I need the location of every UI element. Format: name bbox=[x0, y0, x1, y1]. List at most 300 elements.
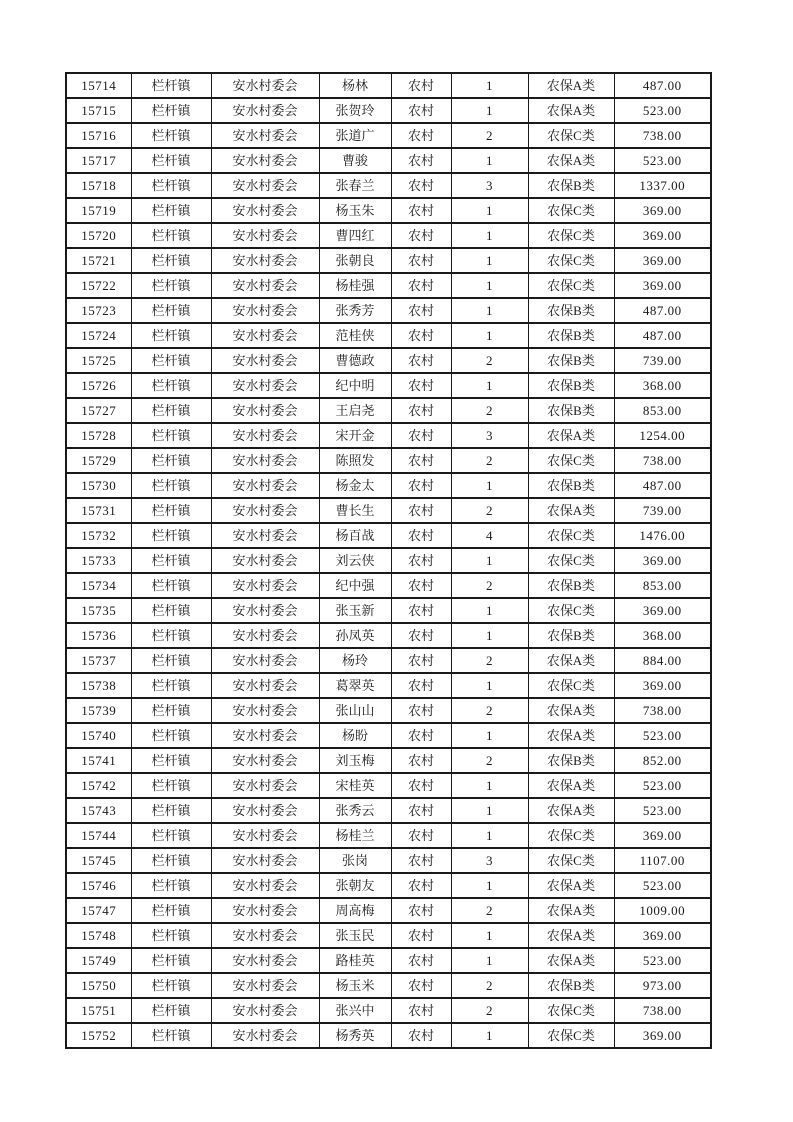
cell-insurance-category: 农保B类 bbox=[528, 323, 614, 348]
cell-village-committee: 安水村委会 bbox=[211, 623, 319, 648]
cell-amount: 487.00 bbox=[614, 323, 711, 348]
cell-village-committee: 安水村委会 bbox=[211, 923, 319, 948]
cell-residence-type: 农村 bbox=[391, 273, 451, 298]
cell-residence-type: 农村 bbox=[391, 923, 451, 948]
table-row bbox=[66, 873, 711, 898]
cell-person-name: 杨玲 bbox=[319, 648, 391, 673]
cell-town: 栏杆镇 bbox=[131, 223, 211, 248]
cell-person-name: 孙凤英 bbox=[319, 623, 391, 648]
cell-row-id: 15727 bbox=[66, 398, 131, 423]
cell-insurance-category: 农保C类 bbox=[528, 273, 614, 298]
cell-insurance-category: 农保C类 bbox=[528, 548, 614, 573]
cell-person-count: 2 bbox=[451, 573, 528, 598]
cell-residence-type: 农村 bbox=[391, 773, 451, 798]
cell-insurance-category: 农保C类 bbox=[528, 823, 614, 848]
cell-insurance-category: 农保C类 bbox=[528, 598, 614, 623]
cell-amount: 369.00 bbox=[614, 1023, 711, 1048]
cell-person-name: 纪中明 bbox=[319, 373, 391, 398]
cell-insurance-category: 农保B类 bbox=[528, 373, 614, 398]
cell-person-name: 杨百战 bbox=[319, 523, 391, 548]
cell-amount: 738.00 bbox=[614, 998, 711, 1023]
cell-person-count: 1 bbox=[451, 673, 528, 698]
cell-village-committee: 安水村委会 bbox=[211, 723, 319, 748]
cell-person-name: 张山山 bbox=[319, 698, 391, 723]
cell-residence-type: 农村 bbox=[391, 948, 451, 973]
cell-village-committee: 安水村委会 bbox=[211, 948, 319, 973]
table-row bbox=[66, 298, 711, 323]
cell-person-name: 张道广 bbox=[319, 123, 391, 148]
cell-residence-type: 农村 bbox=[391, 598, 451, 623]
cell-amount: 523.00 bbox=[614, 723, 711, 748]
cell-town: 栏杆镇 bbox=[131, 948, 211, 973]
cell-amount: 738.00 bbox=[614, 698, 711, 723]
table-row bbox=[66, 148, 711, 173]
cell-insurance-category: 农保A类 bbox=[528, 948, 614, 973]
cell-insurance-category: 农保B类 bbox=[528, 348, 614, 373]
cell-row-id: 15738 bbox=[66, 673, 131, 698]
cell-row-id: 15749 bbox=[66, 948, 131, 973]
table-row bbox=[66, 123, 711, 148]
cell-row-id: 15743 bbox=[66, 798, 131, 823]
cell-amount: 1009.00 bbox=[614, 898, 711, 923]
cell-person-count: 1 bbox=[451, 598, 528, 623]
cell-residence-type: 农村 bbox=[391, 748, 451, 773]
cell-person-name: 王启尧 bbox=[319, 398, 391, 423]
cell-insurance-category: 农保C类 bbox=[528, 248, 614, 273]
cell-town: 栏杆镇 bbox=[131, 548, 211, 573]
cell-row-id: 15742 bbox=[66, 773, 131, 798]
cell-insurance-category: 农保C类 bbox=[528, 998, 614, 1023]
table-row bbox=[66, 198, 711, 223]
cell-residence-type: 农村 bbox=[391, 98, 451, 123]
cell-person-name: 张玉新 bbox=[319, 598, 391, 623]
table-row bbox=[66, 923, 711, 948]
cell-town: 栏杆镇 bbox=[131, 298, 211, 323]
cell-village-committee: 安水村委会 bbox=[211, 298, 319, 323]
cell-amount: 853.00 bbox=[614, 573, 711, 598]
cell-amount: 853.00 bbox=[614, 398, 711, 423]
cell-row-id: 15725 bbox=[66, 348, 131, 373]
cell-person-count: 1 bbox=[451, 798, 528, 823]
cell-row-id: 15724 bbox=[66, 323, 131, 348]
cell-amount: 852.00 bbox=[614, 748, 711, 773]
cell-person-name: 张贺玲 bbox=[319, 98, 391, 123]
cell-row-id: 15714 bbox=[66, 73, 131, 98]
cell-person-count: 2 bbox=[451, 398, 528, 423]
cell-town: 栏杆镇 bbox=[131, 798, 211, 823]
cell-village-committee: 安水村委会 bbox=[211, 598, 319, 623]
cell-town: 栏杆镇 bbox=[131, 823, 211, 848]
cell-person-name: 葛翠英 bbox=[319, 673, 391, 698]
cell-village-committee: 安水村委会 bbox=[211, 73, 319, 98]
table-row bbox=[66, 523, 711, 548]
cell-person-name: 张秀云 bbox=[319, 798, 391, 823]
cell-residence-type: 农村 bbox=[391, 223, 451, 248]
cell-person-count: 1 bbox=[451, 948, 528, 973]
table-row bbox=[66, 673, 711, 698]
table-row bbox=[66, 98, 711, 123]
cell-residence-type: 农村 bbox=[391, 248, 451, 273]
cell-row-id: 15717 bbox=[66, 148, 131, 173]
cell-residence-type: 农村 bbox=[391, 673, 451, 698]
cell-insurance-category: 农保B类 bbox=[528, 623, 614, 648]
cell-village-committee: 安水村委会 bbox=[211, 148, 319, 173]
cell-town: 栏杆镇 bbox=[131, 98, 211, 123]
table-row bbox=[66, 973, 711, 998]
cell-person-name: 曹长生 bbox=[319, 498, 391, 523]
cell-person-name: 张朝良 bbox=[319, 248, 391, 273]
table-row bbox=[66, 573, 711, 598]
cell-row-id: 15731 bbox=[66, 498, 131, 523]
cell-village-committee: 安水村委会 bbox=[211, 573, 319, 598]
cell-person-count: 1 bbox=[451, 548, 528, 573]
cell-amount: 738.00 bbox=[614, 448, 711, 473]
cell-person-count: 1 bbox=[451, 1023, 528, 1048]
table-row bbox=[66, 473, 711, 498]
cell-insurance-category: 农保A类 bbox=[528, 498, 614, 523]
cell-amount: 738.00 bbox=[614, 123, 711, 148]
cell-village-committee: 安水村委会 bbox=[211, 973, 319, 998]
cell-person-count: 1 bbox=[451, 248, 528, 273]
table-row bbox=[66, 73, 711, 98]
cell-person-count: 1 bbox=[451, 148, 528, 173]
table-row bbox=[66, 698, 711, 723]
cell-person-name: 陈照发 bbox=[319, 448, 391, 473]
cell-insurance-category: 农保A类 bbox=[528, 73, 614, 98]
cell-amount: 523.00 bbox=[614, 98, 711, 123]
cell-village-committee: 安水村委会 bbox=[211, 223, 319, 248]
cell-village-committee: 安水村委会 bbox=[211, 448, 319, 473]
cell-amount: 1476.00 bbox=[614, 523, 711, 548]
cell-person-name: 路桂英 bbox=[319, 948, 391, 973]
cell-person-name: 杨玉朱 bbox=[319, 198, 391, 223]
cell-town: 栏杆镇 bbox=[131, 773, 211, 798]
cell-person-name: 杨玉米 bbox=[319, 973, 391, 998]
cell-village-committee: 安水村委会 bbox=[211, 898, 319, 923]
table-row bbox=[66, 898, 711, 923]
cell-village-committee: 安水村委会 bbox=[211, 323, 319, 348]
cell-residence-type: 农村 bbox=[391, 648, 451, 673]
cell-town: 栏杆镇 bbox=[131, 598, 211, 623]
cell-person-name: 纪中强 bbox=[319, 573, 391, 598]
cell-row-id: 15733 bbox=[66, 548, 131, 573]
cell-insurance-category: 农保B类 bbox=[528, 298, 614, 323]
cell-residence-type: 农村 bbox=[391, 723, 451, 748]
cell-amount: 523.00 bbox=[614, 773, 711, 798]
cell-person-name: 杨桂强 bbox=[319, 273, 391, 298]
table-row bbox=[66, 798, 711, 823]
cell-residence-type: 农村 bbox=[391, 998, 451, 1023]
table-row bbox=[66, 223, 711, 248]
cell-amount: 523.00 bbox=[614, 873, 711, 898]
cell-person-name: 杨盼 bbox=[319, 723, 391, 748]
cell-insurance-category: 农保A类 bbox=[528, 873, 614, 898]
cell-person-name: 杨秀英 bbox=[319, 1023, 391, 1048]
table-row bbox=[66, 648, 711, 673]
cell-row-id: 15722 bbox=[66, 273, 131, 298]
cell-person-count: 2 bbox=[451, 123, 528, 148]
cell-row-id: 15736 bbox=[66, 623, 131, 648]
cell-village-committee: 安水村委会 bbox=[211, 248, 319, 273]
cell-residence-type: 农村 bbox=[391, 523, 451, 548]
cell-village-committee: 安水村委会 bbox=[211, 173, 319, 198]
cell-insurance-category: 农保A类 bbox=[528, 798, 614, 823]
benefit-table bbox=[65, 72, 712, 1049]
cell-insurance-category: 农保A类 bbox=[528, 723, 614, 748]
cell-residence-type: 农村 bbox=[391, 573, 451, 598]
cell-village-committee: 安水村委会 bbox=[211, 373, 319, 398]
cell-person-count: 1 bbox=[451, 473, 528, 498]
cell-row-id: 15720 bbox=[66, 223, 131, 248]
cell-person-name: 刘玉梅 bbox=[319, 748, 391, 773]
cell-village-committee: 安水村委会 bbox=[211, 498, 319, 523]
cell-person-name: 曹德政 bbox=[319, 348, 391, 373]
cell-residence-type: 农村 bbox=[391, 873, 451, 898]
table-body bbox=[66, 73, 711, 1048]
cell-insurance-category: 农保A类 bbox=[528, 148, 614, 173]
cell-insurance-category: 农保C类 bbox=[528, 448, 614, 473]
cell-row-id: 15729 bbox=[66, 448, 131, 473]
cell-person-count: 3 bbox=[451, 423, 528, 448]
cell-person-count: 2 bbox=[451, 748, 528, 773]
cell-person-name: 张玉民 bbox=[319, 923, 391, 948]
cell-row-id: 15728 bbox=[66, 423, 131, 448]
cell-village-committee: 安水村委会 bbox=[211, 823, 319, 848]
cell-village-committee: 安水村委会 bbox=[211, 698, 319, 723]
cell-person-count: 2 bbox=[451, 973, 528, 998]
cell-person-name: 张兴中 bbox=[319, 998, 391, 1023]
cell-person-count: 4 bbox=[451, 523, 528, 548]
cell-amount: 487.00 bbox=[614, 73, 711, 98]
cell-town: 栏杆镇 bbox=[131, 423, 211, 448]
cell-row-id: 15745 bbox=[66, 848, 131, 873]
cell-amount: 1337.00 bbox=[614, 173, 711, 198]
cell-amount: 739.00 bbox=[614, 498, 711, 523]
cell-row-id: 15741 bbox=[66, 748, 131, 773]
cell-residence-type: 农村 bbox=[391, 198, 451, 223]
cell-town: 栏杆镇 bbox=[131, 348, 211, 373]
cell-amount: 523.00 bbox=[614, 148, 711, 173]
table-row bbox=[66, 448, 711, 473]
cell-amount: 369.00 bbox=[614, 823, 711, 848]
cell-row-id: 15732 bbox=[66, 523, 131, 548]
cell-town: 栏杆镇 bbox=[131, 673, 211, 698]
cell-row-id: 15735 bbox=[66, 598, 131, 623]
cell-town: 栏杆镇 bbox=[131, 123, 211, 148]
cell-amount: 739.00 bbox=[614, 348, 711, 373]
cell-row-id: 15748 bbox=[66, 923, 131, 948]
cell-town: 栏杆镇 bbox=[131, 573, 211, 598]
cell-village-committee: 安水村委会 bbox=[211, 873, 319, 898]
cell-village-committee: 安水村委会 bbox=[211, 423, 319, 448]
cell-person-count: 2 bbox=[451, 348, 528, 373]
cell-person-name: 范桂侠 bbox=[319, 323, 391, 348]
cell-amount: 369.00 bbox=[614, 923, 711, 948]
cell-residence-type: 农村 bbox=[391, 498, 451, 523]
cell-person-name: 杨桂兰 bbox=[319, 823, 391, 848]
cell-person-count: 1 bbox=[451, 298, 528, 323]
table-row bbox=[66, 623, 711, 648]
cell-row-id: 15715 bbox=[66, 98, 131, 123]
table-row bbox=[66, 598, 711, 623]
cell-town: 栏杆镇 bbox=[131, 923, 211, 948]
cell-village-committee: 安水村委会 bbox=[211, 273, 319, 298]
cell-amount: 487.00 bbox=[614, 473, 711, 498]
cell-village-committee: 安水村委会 bbox=[211, 998, 319, 1023]
cell-row-id: 15739 bbox=[66, 698, 131, 723]
table-row bbox=[66, 348, 711, 373]
cell-person-count: 2 bbox=[451, 448, 528, 473]
table-row bbox=[66, 323, 711, 348]
cell-town: 栏杆镇 bbox=[131, 173, 211, 198]
cell-amount: 523.00 bbox=[614, 948, 711, 973]
cell-residence-type: 农村 bbox=[391, 623, 451, 648]
cell-row-id: 15734 bbox=[66, 573, 131, 598]
cell-residence-type: 农村 bbox=[391, 848, 451, 873]
cell-town: 栏杆镇 bbox=[131, 373, 211, 398]
cell-person-count: 3 bbox=[451, 173, 528, 198]
cell-residence-type: 农村 bbox=[391, 323, 451, 348]
cell-row-id: 15746 bbox=[66, 873, 131, 898]
cell-amount: 487.00 bbox=[614, 298, 711, 323]
cell-person-name: 曹骏 bbox=[319, 148, 391, 173]
table-row bbox=[66, 773, 711, 798]
cell-village-committee: 安水村委会 bbox=[211, 773, 319, 798]
cell-person-name: 刘云侠 bbox=[319, 548, 391, 573]
cell-row-id: 15726 bbox=[66, 373, 131, 398]
cell-insurance-category: 农保A类 bbox=[528, 923, 614, 948]
cell-insurance-category: 农保B类 bbox=[528, 573, 614, 598]
cell-person-count: 1 bbox=[451, 323, 528, 348]
cell-person-count: 2 bbox=[451, 698, 528, 723]
cell-person-count: 1 bbox=[451, 373, 528, 398]
cell-village-committee: 安水村委会 bbox=[211, 348, 319, 373]
cell-amount: 368.00 bbox=[614, 623, 711, 648]
cell-insurance-category: 农保A类 bbox=[528, 773, 614, 798]
cell-amount: 369.00 bbox=[614, 598, 711, 623]
cell-insurance-category: 农保B类 bbox=[528, 473, 614, 498]
cell-amount: 369.00 bbox=[614, 273, 711, 298]
cell-town: 栏杆镇 bbox=[131, 623, 211, 648]
cell-person-count: 1 bbox=[451, 198, 528, 223]
cell-insurance-category: 农保B类 bbox=[528, 173, 614, 198]
cell-town: 栏杆镇 bbox=[131, 873, 211, 898]
cell-row-id: 15744 bbox=[66, 823, 131, 848]
cell-amount: 1254.00 bbox=[614, 423, 711, 448]
cell-amount: 973.00 bbox=[614, 973, 711, 998]
table-row bbox=[66, 1023, 711, 1048]
cell-residence-type: 农村 bbox=[391, 473, 451, 498]
cell-row-id: 15716 bbox=[66, 123, 131, 148]
cell-village-committee: 安水村委会 bbox=[211, 523, 319, 548]
cell-person-count: 1 bbox=[451, 273, 528, 298]
cell-row-id: 15721 bbox=[66, 248, 131, 273]
cell-residence-type: 农村 bbox=[391, 423, 451, 448]
table-row bbox=[66, 848, 711, 873]
cell-town: 栏杆镇 bbox=[131, 323, 211, 348]
cell-town: 栏杆镇 bbox=[131, 848, 211, 873]
cell-amount: 369.00 bbox=[614, 248, 711, 273]
cell-insurance-category: 农保B类 bbox=[528, 398, 614, 423]
cell-insurance-category: 农保C类 bbox=[528, 223, 614, 248]
cell-town: 栏杆镇 bbox=[131, 998, 211, 1023]
cell-village-committee: 安水村委会 bbox=[211, 98, 319, 123]
cell-town: 栏杆镇 bbox=[131, 73, 211, 98]
cell-town: 栏杆镇 bbox=[131, 1023, 211, 1048]
cell-row-id: 15737 bbox=[66, 648, 131, 673]
cell-town: 栏杆镇 bbox=[131, 448, 211, 473]
cell-insurance-category: 农保A类 bbox=[528, 423, 614, 448]
cell-person-count: 1 bbox=[451, 98, 528, 123]
cell-town: 栏杆镇 bbox=[131, 473, 211, 498]
cell-residence-type: 农村 bbox=[391, 373, 451, 398]
cell-village-committee: 安水村委会 bbox=[211, 673, 319, 698]
cell-insurance-category: 农保A类 bbox=[528, 898, 614, 923]
cell-person-count: 1 bbox=[451, 73, 528, 98]
cell-town: 栏杆镇 bbox=[131, 148, 211, 173]
cell-residence-type: 农村 bbox=[391, 448, 451, 473]
cell-town: 栏杆镇 bbox=[131, 648, 211, 673]
table-row bbox=[66, 823, 711, 848]
cell-village-committee: 安水村委会 bbox=[211, 1023, 319, 1048]
cell-village-committee: 安水村委会 bbox=[211, 473, 319, 498]
cell-amount: 523.00 bbox=[614, 798, 711, 823]
cell-village-committee: 安水村委会 bbox=[211, 548, 319, 573]
cell-town: 栏杆镇 bbox=[131, 748, 211, 773]
cell-town: 栏杆镇 bbox=[131, 898, 211, 923]
cell-person-count: 3 bbox=[451, 848, 528, 873]
table-row bbox=[66, 423, 711, 448]
cell-insurance-category: 农保C类 bbox=[528, 673, 614, 698]
cell-person-name: 张岗 bbox=[319, 848, 391, 873]
cell-person-name: 张秀芳 bbox=[319, 298, 391, 323]
table-row bbox=[66, 398, 711, 423]
cell-amount: 369.00 bbox=[614, 223, 711, 248]
cell-village-committee: 安水村委会 bbox=[211, 123, 319, 148]
cell-village-committee: 安水村委会 bbox=[211, 398, 319, 423]
cell-insurance-category: 农保A类 bbox=[528, 98, 614, 123]
cell-town: 栏杆镇 bbox=[131, 273, 211, 298]
cell-town: 栏杆镇 bbox=[131, 498, 211, 523]
cell-residence-type: 农村 bbox=[391, 148, 451, 173]
cell-amount: 368.00 bbox=[614, 373, 711, 398]
table-row bbox=[66, 273, 711, 298]
cell-person-name: 张春兰 bbox=[319, 173, 391, 198]
cell-village-committee: 安水村委会 bbox=[211, 848, 319, 873]
cell-person-count: 1 bbox=[451, 873, 528, 898]
cell-insurance-category: 农保C类 bbox=[528, 848, 614, 873]
cell-town: 栏杆镇 bbox=[131, 973, 211, 998]
cell-residence-type: 农村 bbox=[391, 123, 451, 148]
cell-row-id: 15751 bbox=[66, 998, 131, 1023]
cell-residence-type: 农村 bbox=[391, 973, 451, 998]
cell-row-id: 15750 bbox=[66, 973, 131, 998]
cell-village-committee: 安水村委会 bbox=[211, 798, 319, 823]
cell-insurance-category: 农保C类 bbox=[528, 523, 614, 548]
cell-insurance-category: 农保B类 bbox=[528, 748, 614, 773]
cell-residence-type: 农村 bbox=[391, 73, 451, 98]
cell-person-count: 1 bbox=[451, 923, 528, 948]
cell-insurance-category: 农保A类 bbox=[528, 698, 614, 723]
cell-town: 栏杆镇 bbox=[131, 198, 211, 223]
cell-town: 栏杆镇 bbox=[131, 523, 211, 548]
cell-row-id: 15752 bbox=[66, 1023, 131, 1048]
table-row bbox=[66, 173, 711, 198]
cell-person-count: 1 bbox=[451, 823, 528, 848]
cell-person-name: 张朝友 bbox=[319, 873, 391, 898]
table-row bbox=[66, 498, 711, 523]
cell-amount: 884.00 bbox=[614, 648, 711, 673]
